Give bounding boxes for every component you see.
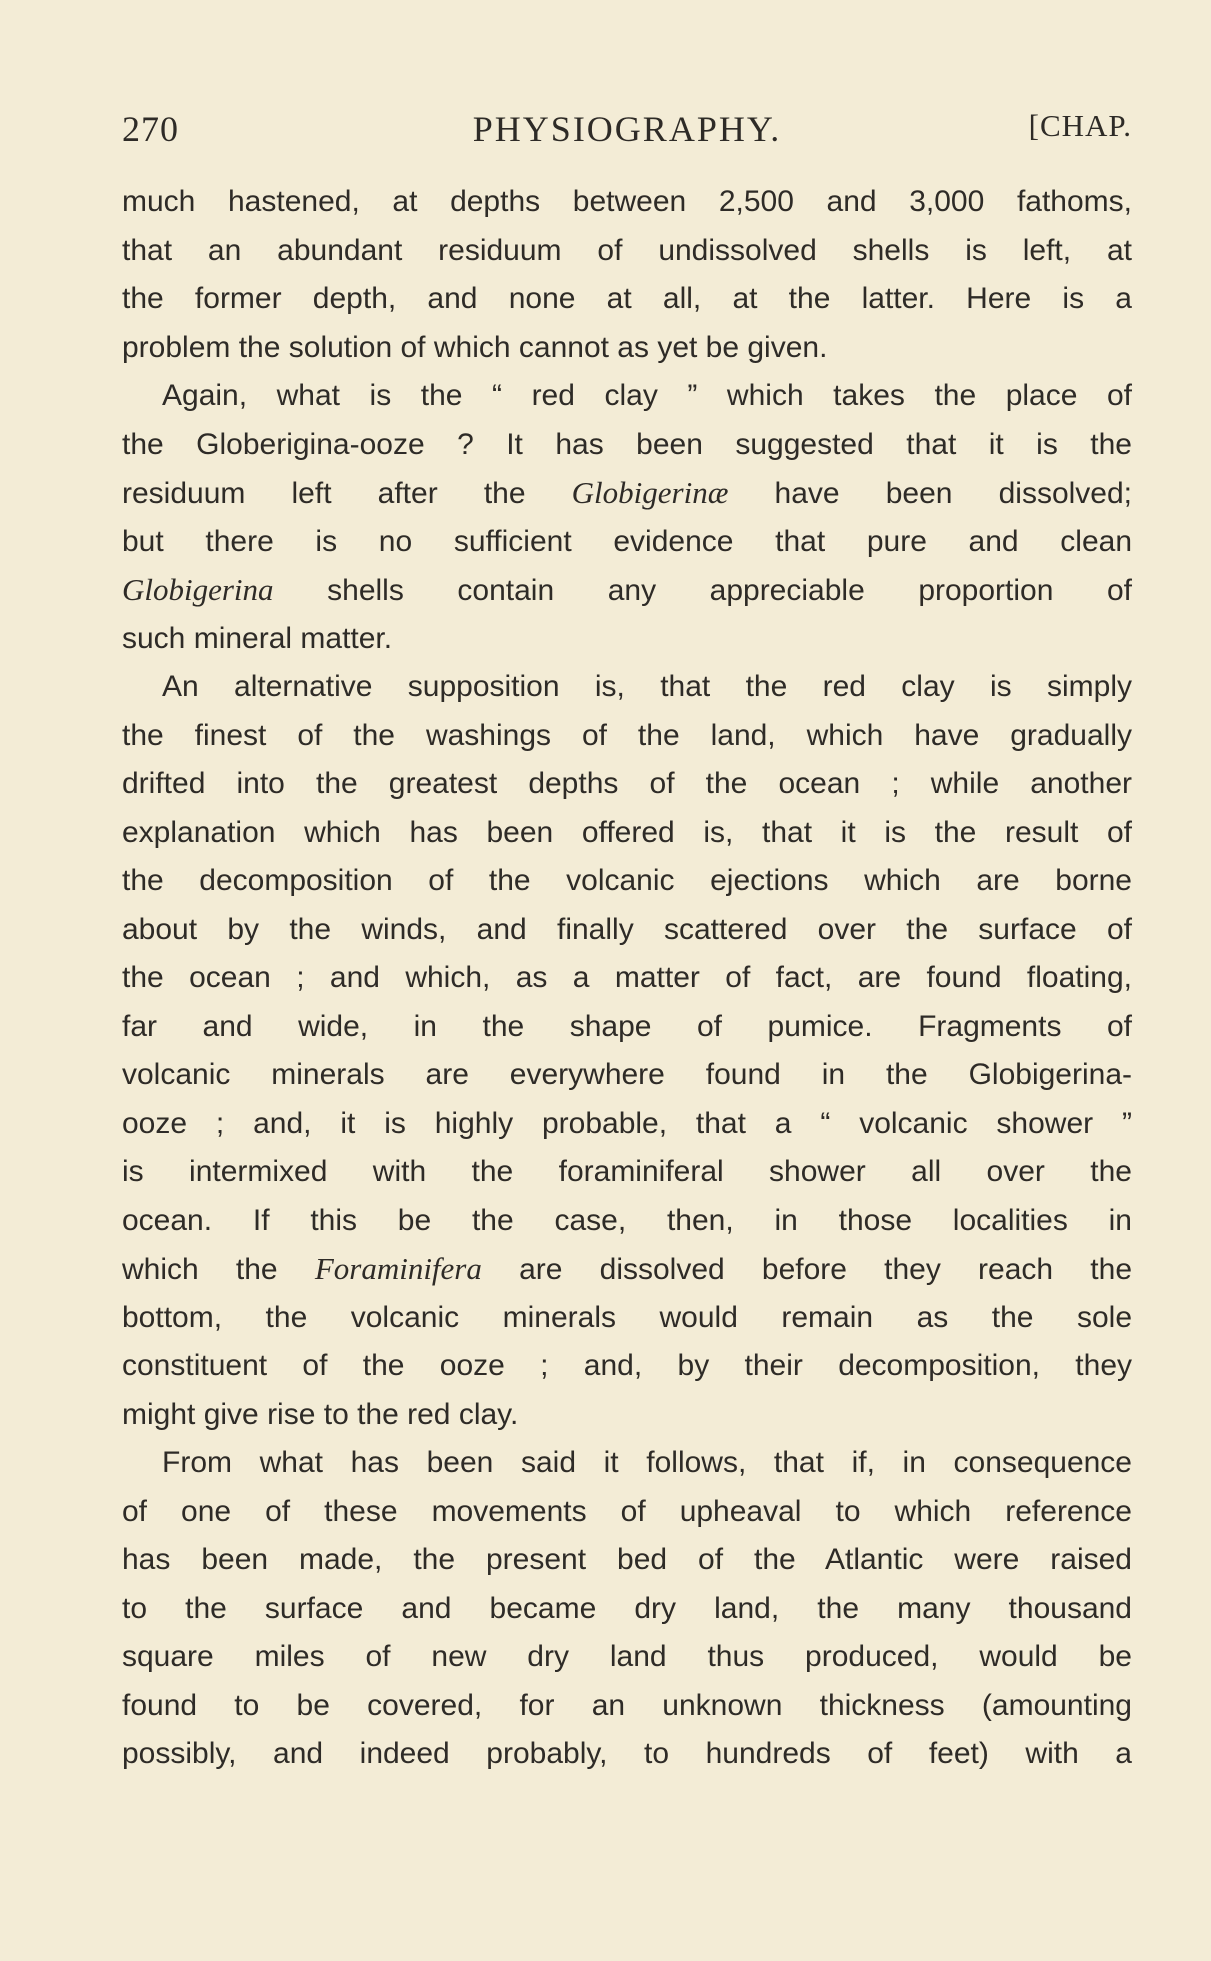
text-line xyxy=(122,566,1132,615)
text-line xyxy=(122,1245,1132,1294)
text-line: From what has been said it follows, that if, in consequence xyxy=(162,1446,1132,1479)
text-segment: which the xyxy=(122,1253,315,1286)
text-line: the Globerigina-ooze ? It has been suggested that it is the xyxy=(122,427,1132,461)
italic-term: Globigerina xyxy=(122,572,274,607)
text-line: An alternative supposition is, that the red clay is simply xyxy=(162,670,1132,703)
text-line: that an abundant residuum of undissolved shells is left, at xyxy=(122,233,1132,267)
text-line: drifted into the greatest depths of the ocean ; while another xyxy=(122,767,1132,800)
text-line: of one of these movements of upheaval to which reference xyxy=(122,1494,1132,1528)
italic-term: Globigerinæ xyxy=(571,475,729,510)
text-line: much hastened, at depths between 2,500 and 3,000 fathoms, xyxy=(122,185,1132,218)
text-line: constituent of the ooze ; and, by their decomposition, they xyxy=(122,1349,1132,1382)
text-segment: residuum left after the xyxy=(122,477,572,510)
italic-term: Foraminifera xyxy=(314,1251,482,1286)
text-segment: shells contain any appreciable proportion of xyxy=(273,574,1132,607)
text-line: the former depth, and none at all, at the latter. Here is a xyxy=(122,282,1132,315)
text-line: bottom, the volcanic minerals would remain as the sole xyxy=(122,1300,1132,1334)
text-line: found to be covered, for an unknown thickness (amounting xyxy=(122,1688,1132,1722)
text-line: ooze ; and, it is highly probable, that a “ volcanic shower ” xyxy=(122,1106,1132,1140)
text-line: the decomposition of the volcanic ejections which are borne xyxy=(122,864,1132,897)
text-line: possibly, and indeed probably, to hundreds of feet) with a xyxy=(122,1737,1132,1770)
text-line: explanation which has been offered is, that it is the result of xyxy=(122,815,1132,849)
page-title: PHYSIOGRAPHY. xyxy=(472,109,782,149)
text-line xyxy=(122,469,1132,518)
chapter-marker: [CHAP. xyxy=(1028,108,1132,143)
text-line: to the surface and became dry land, the many thousand xyxy=(122,1591,1132,1625)
text-line: might give rise to the red clay. xyxy=(122,1397,519,1431)
text-line: such mineral matter. xyxy=(122,621,393,655)
text-line: Again, what is the “ red clay ” which takes the place of xyxy=(162,379,1132,412)
text-line: the ocean ; and which, as a matter of fact, are found floating, xyxy=(122,961,1132,994)
text-line: square miles of new dry land thus produced, would be xyxy=(122,1640,1132,1673)
running-head xyxy=(122,108,1132,156)
text-line: but there is no sufficient evidence that pure and clean xyxy=(122,524,1132,558)
page-number: 270 xyxy=(122,109,179,149)
text-line: is intermixed with the foraminiferal shower all over the xyxy=(122,1155,1132,1188)
body-text xyxy=(122,178,1132,1779)
text-line: volcanic minerals are everywhere found in the Globigerina- xyxy=(122,1058,1132,1091)
text-segment: are dissolved before they reach the xyxy=(481,1253,1133,1286)
text-line: about by the winds, and finally scattered over the surface of xyxy=(122,912,1132,946)
text-line: the finest of the washings of the land, which have gradually xyxy=(122,718,1132,752)
text-line: far and wide, in the shape of pumice. Fragments of xyxy=(122,1009,1132,1043)
text-segment: have been dissolved; xyxy=(728,477,1132,510)
text-line: has been made, the present bed of the Atlantic were raised xyxy=(122,1543,1132,1576)
text-line: problem the solution of which cannot as yet be given. xyxy=(122,330,828,364)
text-line: ocean. If this be the case, then, in those localities in xyxy=(122,1203,1132,1237)
